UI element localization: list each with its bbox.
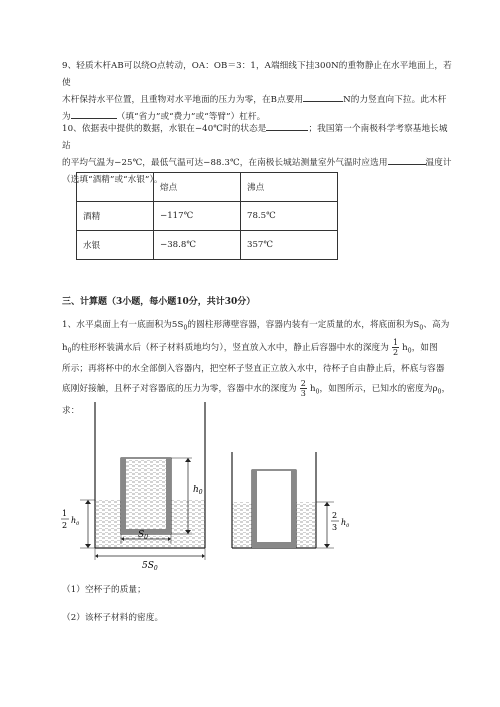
label-half-h0: $h_0$ (71, 516, 80, 527)
right-container (232, 452, 350, 548)
q10-blank-thermometer[interactable] (388, 155, 426, 165)
calc1-sub: 0 (67, 347, 72, 355)
label-h0: $h_0$ (193, 485, 203, 496)
sub-question-2: （2）该杯子材料的密度。 (62, 613, 164, 623)
calc1-line4 (62, 379, 452, 402)
table-row (77, 202, 338, 231)
q9-line3-b: （填“省力”或“费力”或“等臂”）杠杆。 (116, 112, 266, 122)
q10-line1 (62, 121, 452, 155)
right-cup (252, 470, 296, 548)
calc1-text: 的圆柱形薄壁容器，容器内装有一定质量的水，将底面积为S (187, 320, 420, 330)
table-header-cell: 沸点 (241, 173, 338, 202)
q10-blank-state[interactable] (266, 121, 308, 131)
calc1-text: 的柱形杯装满水后（杯子材料质地均匀），竖直放入水中，静止后容器中水的深度为 (71, 342, 389, 353)
calc1-text: h (62, 342, 68, 353)
calc1-line3: 所示；再将杯中的水全部倒入容器内，把空杯子竖直正立放入水中，待杯子自由静止后，杯底与容器 (62, 364, 445, 375)
calc1-text: 1、水平桌面上有一底面积为5S (62, 320, 184, 330)
label-5s0: $5S_0$ (142, 561, 158, 570)
q9-line2-a: 木杆保持水平位置，且重物对水平地面的压力为零，在B点要用 (62, 95, 304, 105)
table-row (77, 231, 338, 260)
data-table (76, 172, 338, 260)
table-cell: −117℃ (154, 202, 241, 231)
fraction-two-thirds (300, 379, 307, 398)
q10-line2 (62, 155, 452, 172)
table-cell: 酒精 (77, 202, 154, 231)
table-cell: −38.8℃ (154, 231, 241, 260)
calc1-text: 、高为 (423, 320, 450, 330)
table-header-cell (77, 173, 154, 202)
q9-line2-b: N的力竖直向下拉。此木杆 (343, 95, 447, 105)
calc1-sub: 0 (437, 389, 442, 397)
calc1-sub: 0 (419, 324, 424, 332)
section-title: 三、计算题（3小题，每小题10分，共计30分） (62, 297, 256, 307)
table-header-row (77, 173, 338, 202)
sub-question-1: （1）空杯子的质量； (62, 585, 146, 595)
calc1-text: 底刚好接触，且杯子对容器底的压力为零，容器中水的深度为 (62, 384, 297, 395)
calc1-line5: 求： (62, 406, 80, 417)
left-cup (121, 458, 171, 534)
calc1-text: ， (441, 384, 451, 395)
q10-line1-b: ；我国第一个南极科学考察基地长城站 (62, 124, 448, 151)
label-two-thirds-num: 2 (332, 511, 338, 520)
q9-blank-force[interactable] (303, 92, 343, 102)
table-cell: 357℃ (241, 231, 338, 260)
fraction-numerator: 2 (300, 379, 306, 389)
q10-line1-a: 10、依据表中提供的数据，水银在−40℃时的状态是 (62, 124, 267, 134)
question-9 (62, 58, 452, 126)
label-half-num: 1 (62, 509, 68, 518)
label-half-den: 2 (62, 521, 68, 530)
calc1-text: ，如图所示，已知水的密度为ρ (319, 384, 438, 395)
table-cell: 水银 (77, 231, 154, 260)
calc1-sub: 0 (183, 324, 188, 332)
label-s0: $S_0$ (138, 530, 148, 541)
label-two-thirds-den: 3 (332, 523, 338, 532)
q9-blank-lever-type[interactable] (71, 109, 117, 119)
calc1-line2 (62, 338, 452, 361)
calc1-text: h (309, 384, 316, 395)
q9-line1: 9、轻质木杆AB可以绕O点转动，OA：OB＝3：1，A端细线下挂300N的重物静止在水平地面上，若使 (62, 61, 452, 88)
fraction-one-half (392, 338, 399, 357)
fraction-numerator: 1 (392, 337, 399, 347)
q10-line2-a: 的平均气温为−25℃，最低气温可达−88.3℃，在南极长城站测量室外气温时应选用 (62, 158, 388, 168)
fraction-denominator: 3 (300, 389, 306, 399)
q9-line3-a: 为 (62, 112, 71, 122)
calc1-sub: 0 (315, 389, 320, 397)
calc1-text: h (402, 342, 408, 353)
figure-containers (60, 400, 390, 570)
table-header-cell: 熔点 (154, 173, 241, 202)
left-container (61, 402, 205, 570)
calc1-sub: 0 (407, 347, 412, 355)
fraction-denominator: 2 (392, 347, 399, 357)
calc1-line1 (62, 316, 452, 338)
q10-line3: （选填“酒精”或“水银”）。 (62, 175, 163, 185)
label-two-thirds-h0: $h_0$ (341, 518, 350, 529)
calc1-text: ，如图 (411, 342, 438, 353)
q9-line2 (62, 92, 452, 109)
q10-line2-b: 温度计 (425, 158, 452, 168)
table-cell: 78.5℃ (241, 202, 338, 231)
